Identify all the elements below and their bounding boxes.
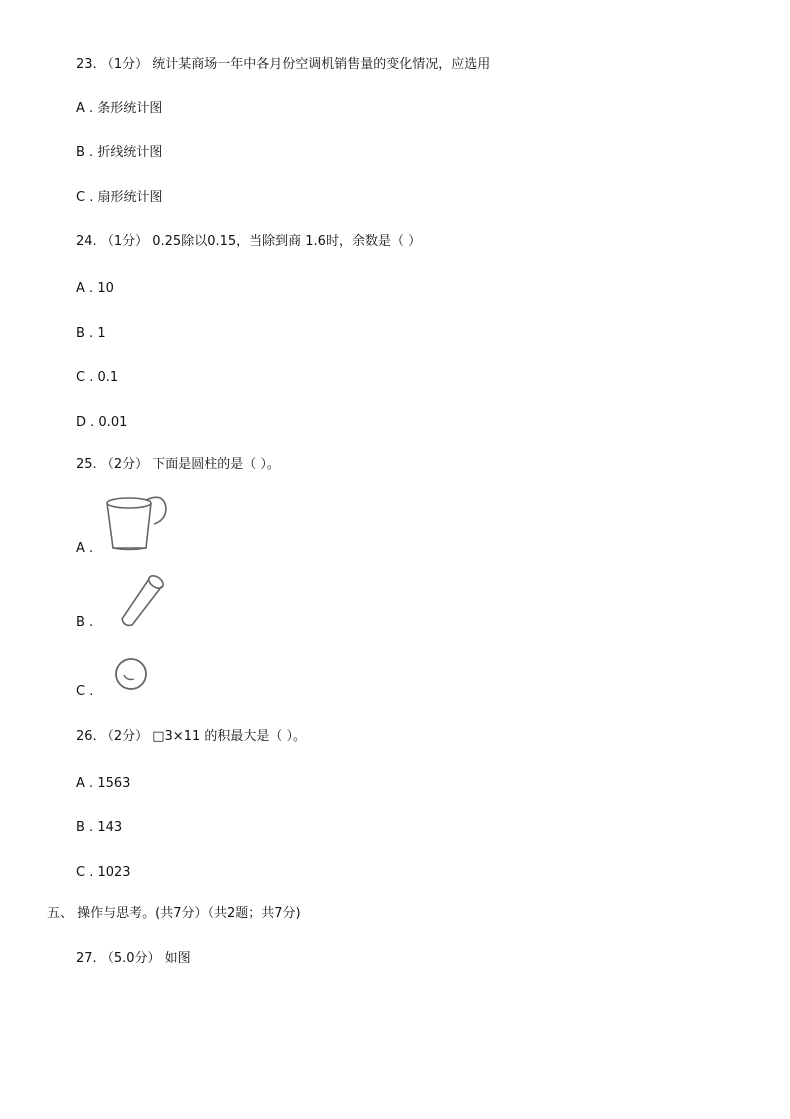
question-number: 23.	[76, 57, 97, 72]
question-27	[76, 950, 191, 968]
option-text: 1023	[97, 865, 131, 880]
question-score: （1分）	[100, 234, 149, 249]
question-number: 25.	[76, 457, 97, 472]
circle-drawing	[112, 655, 152, 695]
option-c[interactable]	[76, 369, 118, 387]
question-text: 统计某商场一年中各月份空调机销售量的变化情况，应选用	[152, 57, 491, 72]
option-label: A .	[76, 776, 94, 791]
question-26	[76, 728, 306, 746]
option-text: 1	[97, 326, 106, 341]
option-d[interactable]	[76, 414, 127, 432]
option-label: C .	[76, 684, 94, 699]
option-text: 条形统计图	[97, 101, 163, 116]
bucket-drawing	[102, 490, 172, 554]
option-a[interactable]	[76, 280, 114, 298]
tilted-cylinder-drawing	[114, 573, 170, 631]
question-number: 24.	[76, 234, 97, 249]
option-a[interactable]	[76, 540, 93, 558]
option-a[interactable]	[76, 775, 130, 793]
option-label: C .	[76, 370, 94, 385]
question-score: （2分）	[100, 457, 149, 472]
question-25	[76, 456, 280, 474]
option-b[interactable]	[76, 614, 93, 632]
option-c[interactable]	[76, 683, 93, 701]
option-text: 0.01	[98, 415, 128, 430]
question-23	[76, 56, 490, 74]
option-label: D .	[76, 415, 95, 430]
section-title: 操作与思考。(共7分）（共2题；共7分)	[77, 906, 301, 921]
question-24	[76, 233, 421, 251]
option-c[interactable]	[76, 189, 163, 207]
section-heading	[47, 905, 301, 923]
option-label: C .	[76, 865, 94, 880]
section-label: 五、	[47, 906, 74, 921]
question-score: （2分）	[100, 729, 149, 744]
option-label: C .	[76, 190, 94, 205]
option-label: B .	[76, 326, 94, 341]
question-number: 27.	[76, 951, 97, 966]
question-text: 如图	[164, 951, 191, 966]
option-label: A .	[76, 101, 94, 116]
option-c[interactable]	[76, 864, 131, 882]
option-label: B .	[76, 615, 94, 630]
question-text: □3×11 的积最大是（ ）。	[152, 729, 307, 744]
question-text: 下面是圆柱的是（ ）。	[152, 457, 280, 472]
option-label: B .	[76, 820, 94, 835]
option-a[interactable]	[76, 100, 162, 118]
option-b[interactable]	[76, 819, 122, 837]
option-text: 10	[97, 281, 114, 296]
question-score: （1分）	[100, 57, 149, 72]
option-text: 扇形统计图	[97, 190, 163, 205]
option-text: 1563	[97, 776, 131, 791]
question-number: 26.	[76, 729, 97, 744]
option-b[interactable]	[76, 144, 162, 162]
question-score: （5.0分）	[100, 951, 161, 966]
option-b[interactable]	[76, 325, 106, 343]
question-text: 0.25除以0.15，当除到商 1.6时，余数是（ ）	[152, 234, 422, 249]
option-text: 143	[97, 820, 123, 835]
option-label: A .	[76, 281, 94, 296]
option-text: 折线统计图	[97, 145, 163, 160]
option-label: A .	[76, 541, 94, 556]
option-text: 0.1	[97, 370, 119, 385]
option-label: B .	[76, 145, 94, 160]
